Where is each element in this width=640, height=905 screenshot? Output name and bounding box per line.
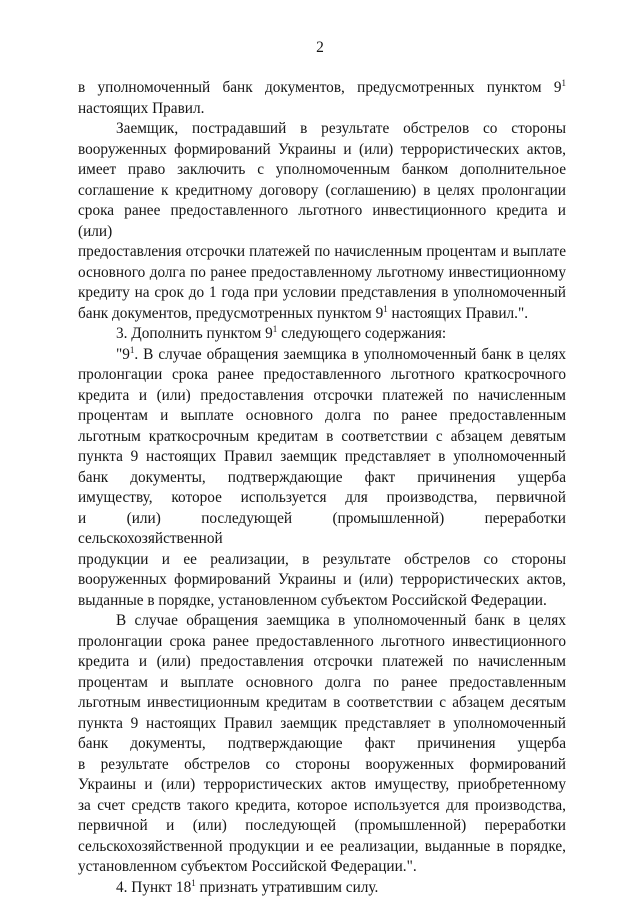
text-line: пункта 9 настоящих Правил заемщик представляет в уполномоченный (78, 448, 566, 465)
text-line: первичной и (или) последующей (промышленной) переработки (78, 817, 566, 834)
text-line: кредита и (или) предоставления отсрочки платежей по начисленным (78, 386, 566, 404)
text-line: срока ранее предоставленного льготного инвестиционного кредита и (или) (78, 202, 566, 240)
page-number: 2 (316, 39, 324, 56)
text-span: 3. Дополнить пунктом 9 (116, 325, 273, 342)
text-line: соглашение к кредитному договору (соглашению) в целях пролонгации (78, 181, 566, 199)
text-line: пункта 9 настоящих Правил заемщик представляет в уполномоченный (78, 714, 566, 732)
text-span: "9 (116, 345, 130, 363)
text-line: кредиту на срок до 1 года при условии представления в уполномоченный (78, 284, 566, 301)
text-line (78, 878, 566, 899)
superscript: 1 (129, 344, 135, 355)
text-line: и (или) последующей (промышленной) переработки сельскохозяйственной (78, 509, 566, 547)
text-line: банк документы, подтверждающие факт причинения ущерба (78, 735, 566, 752)
text-line: льготным краткосрочным кредитам в соответствии с абзацем девятым (78, 427, 566, 445)
text-line: льготным инвестиционным кредитам в соответствии с абзацем десятым (78, 694, 566, 711)
text-line: Заемщик, пострадавший в результате обстрелов со стороны (116, 120, 566, 137)
text-line: Украины и (или) террористических актов имуществу, приобретенному (78, 776, 566, 793)
paragraph-continuation (78, 78, 566, 119)
document-body (78, 78, 566, 898)
text-span: следующего содержания: (277, 325, 447, 342)
text-span: в уполномоченный банк документов, предусмотренных пунктом 9 (78, 79, 562, 96)
text-line: В случае обращения заемщика в уполномоченный банк в целях (116, 612, 566, 629)
text-line: пролонгации срока ранее предоставленного льготного инвестиционного (78, 632, 566, 650)
text-line: основного долга по ранее предоставленному льготному инвестиционному (78, 263, 566, 281)
paragraph-9-1-short-term (78, 345, 566, 612)
text-line: вооруженных формирований Украины и (или) террористических актов, (78, 140, 566, 158)
text-line: продукции и ее реализации, в результате обстрелов со стороны (78, 550, 566, 568)
text-span: настоящих Правил.". (387, 304, 529, 322)
text-span: банк документов, предусмотренных пунктом 9 (78, 304, 384, 322)
text-line (78, 304, 566, 325)
paragraph-item-4 (78, 878, 566, 899)
text-line: сельскохозяйственной продукции и ее реализации, выданные в порядке, (78, 837, 566, 855)
text-line (78, 324, 566, 345)
text-line: процентам и выплате основного долга по ранее предоставленным (78, 673, 566, 691)
text-line: пролонгации срока ранее предоставленного льготного краткосрочного (78, 366, 566, 383)
paragraph-investment-credit (78, 611, 566, 878)
text-span: признать утратившим силу. (195, 878, 379, 896)
text-line: процентам и выплате основного долга по ранее предоставленным (78, 407, 566, 424)
text-line: установленном субъектом Российской Федерации.". (78, 858, 417, 875)
superscript: 1 (383, 303, 388, 314)
text-line: в результате обстрелов со стороны вооруженных формирований (78, 755, 566, 773)
superscript: 1 (272, 324, 278, 334)
text-line: настоящих Правил. (78, 99, 205, 117)
text-line: имуществу, которое используется для производства, первичной (78, 489, 566, 506)
text-line (78, 78, 566, 99)
text-line (78, 345, 566, 366)
text-line: вооруженных формирований Украины и (или) террористических актов, (78, 571, 566, 588)
text-span: . В случае обращения заемщика в уполномоченный банк в целях (134, 345, 566, 363)
text-span: 4. Пункт 18 (116, 878, 192, 896)
text-line: выданные в порядке, установленном субъектом Российской Федерации. (78, 591, 547, 609)
text-line: за счет средств такого кредита, которое используется для производства, (78, 796, 566, 814)
superscript: 1 (561, 78, 566, 88)
paragraph-borrower-right (78, 119, 566, 324)
text-line: банк документы, подтверждающие факт причинения ущерба (78, 468, 566, 486)
paragraph-item-3 (78, 324, 566, 345)
text-line: предоставления отсрочки платежей по начисленным процентам и выплате (78, 243, 566, 260)
superscript: 1 (191, 877, 196, 888)
text-line: имеет право заключить с уполномоченным банком дополнительное (78, 161, 566, 178)
text-line: кредита и (или) предоставления отсрочки платежей по начисленным (78, 653, 566, 670)
